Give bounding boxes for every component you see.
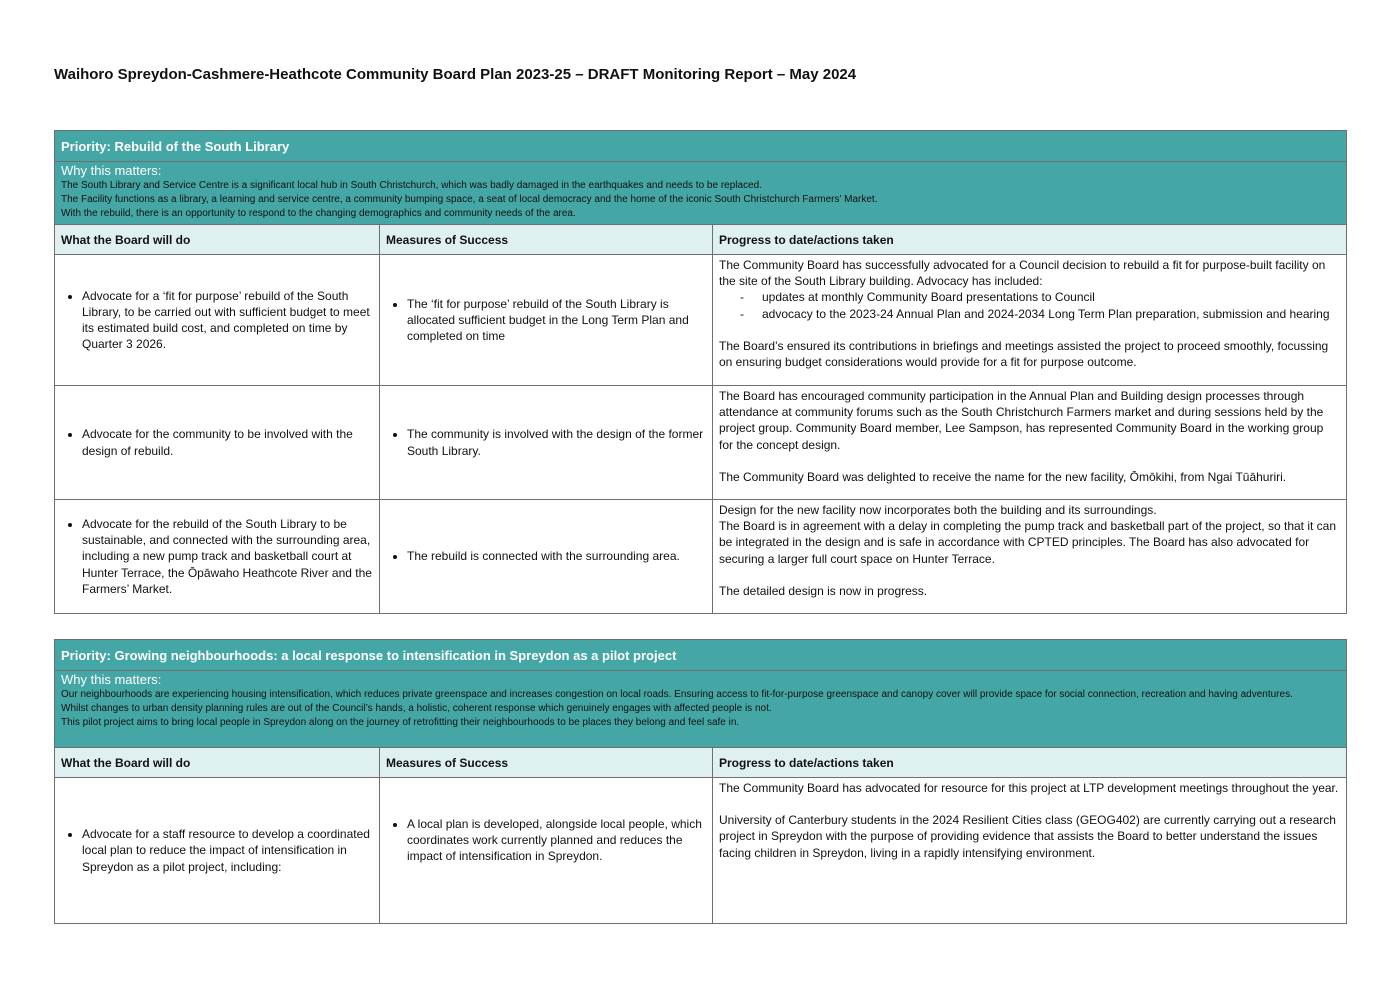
priority-title: Priority: Growing neighbourhoods: a local response to intensification in Spreydon as a pilot project bbox=[55, 640, 1347, 671]
measure-item: • The ‘fit for purpose’ rebuild of the South Library is allocated sufficient budget in the Long Term Plan and completed on time bbox=[407, 296, 706, 345]
progress-list-item: - updates at monthly Community Board presentations to Council bbox=[740, 289, 1340, 305]
why-line: This pilot project aims to bring local people in Spreydon along on the journey of retrofitting their neighbourhoods to be places they belong and feel safe in. bbox=[61, 717, 740, 728]
column-header-what: What the Board will do bbox=[55, 748, 380, 778]
progress-text: The Board is in agreement with a delay in completing the pump track and basketball part of the project, so that it can be integrated in the design and is safe in accordance with CPTED principles. The Board has also advocated for securing a larger full court space on Hunter Terrace. bbox=[719, 519, 1337, 566]
table-row bbox=[55, 500, 1347, 614]
why-label: Why this matters: bbox=[61, 672, 162, 687]
why-label: Why this matters: bbox=[61, 163, 162, 178]
what-item: • Advocate for the rebuild of the South Library to be sustainable, and connected with the surrounding area, including a new pump track and basketball court at Hunter Terrace, the Ōpāwaho Heathcote River and the Farmers’ Market. bbox=[82, 516, 373, 597]
document-title: Waihoro Spreydon-Cashmere-Heathcote Community Board Plan 2023-25 – DRAFT Monitoring Report – May 2024 bbox=[54, 66, 857, 83]
table-row bbox=[55, 778, 1347, 924]
priority-table-south-library bbox=[54, 130, 1347, 614]
what-item: • Advocate for a staff resource to develop a coordinated local plan to reduce the impact of intensification in Spreydon as a pilot project, including: bbox=[82, 826, 373, 875]
why-line: With the rebuild, there is an opportunity to respond to the changing demographics and community needs of the area. bbox=[61, 208, 576, 219]
priority-header-row bbox=[55, 640, 1347, 671]
why-line: Whilst changes to urban density planning rules are out of the Council’s hands, a holistic, coherent response which genuinely engages with affected people is not. bbox=[61, 703, 772, 714]
column-header-progress: Progress to date/actions taken bbox=[713, 225, 1347, 255]
why-this-matters-row bbox=[55, 671, 1347, 748]
column-header-measures: Measures of Success bbox=[380, 225, 713, 255]
progress-text: Design for the new facility now incorporates both the building and its surroundings. bbox=[719, 503, 1157, 517]
progress-text: The detailed design is now in progress. bbox=[719, 583, 928, 598]
table-row bbox=[55, 386, 1347, 500]
priority-title: Priority: Rebuild of the South Library bbox=[55, 131, 1347, 162]
measure-item: • The community is involved with the design of the former South Library. bbox=[407, 426, 706, 458]
progress-text: The Board’s ensured its contributions in briefings and meetings assisted the project to proceed smoothly, focussing on ensuring budget considerations would provide for a fit for purpose outcome. bbox=[719, 338, 1329, 370]
progress-text: The Community Board has successfully advocated for a Council decision to rebuild a fit for purpose-built facility on the site of the South Library building. Advocacy has included: bbox=[719, 258, 1326, 289]
column-header-what: What the Board will do bbox=[55, 225, 380, 255]
why-line: The South Library and Service Centre is a significant local hub in South Christchurch, which was badly damaged in the earthquakes and needs to be replaced. bbox=[61, 180, 762, 191]
why-this-matters-row bbox=[55, 162, 1347, 225]
measure-item: • A local plan is developed, alongside local people, which coordinates work currently planned and reduces the impact of intensification in Spreydon. bbox=[407, 816, 706, 865]
progress-text: The Board has encouraged community participation in the Annual Plan and Building design processes through attendance at community forums such as the South Christchurch Farmers market and during sessions held by the project group. Community Board member, Lee Sampson, has represented Community Board in the working group for the concept design. bbox=[719, 389, 1324, 452]
progress-text: The Community Board has advocated for resource for this project at LTP development meetings throughout the year. bbox=[719, 781, 1339, 795]
what-item: • Advocate for the community to be involved with the design of rebuild. bbox=[82, 426, 373, 458]
why-line: Our neighbourhoods are experiencing housing intensification, which reduces private greenspace and increases congestion on local roads. Ensuring access to fit-for-purpose greenspace and canopy cover will provide space for social connection, recreation and having adventures. bbox=[61, 689, 1293, 700]
measure-item: • The rebuild is connected with the surrounding area. bbox=[407, 548, 706, 564]
column-header-measures: Measures of Success bbox=[380, 748, 713, 778]
progress-text: University of Canterbury students in the 2024 Resilient Cities class (GEOG402) are currently carrying out a research project in Spreydon with the purpose of providing evidence that assists the Board to better understand the issues facing children in Spreydon, living in a rapidly intensifying environment. bbox=[719, 813, 1336, 860]
column-header-progress: Progress to date/actions taken bbox=[713, 748, 1347, 778]
what-item: • Advocate for a ‘fit for purpose’ rebuild of the South Library, to be carried out with sufficient budget to meet its estimated build cost, and completed on time by Quarter 3 2026. bbox=[82, 288, 373, 353]
column-header-row bbox=[55, 225, 1347, 255]
why-line: The Facility functions as a library, a learning and service centre, a community bumping space, a seat of local democracy and the home of the iconic South Christchurch Farmers’ Market. bbox=[61, 194, 878, 205]
progress-list-item: - advocacy to the 2023-24 Annual Plan and 2024-2034 Long Term Plan preparation, submission and hearing bbox=[740, 306, 1340, 322]
table-row bbox=[55, 255, 1347, 386]
column-header-row bbox=[55, 748, 1347, 778]
priority-table-growing-neighbourhoods bbox=[54, 639, 1347, 924]
progress-text: The Community Board was delighted to receive the name for the new facility, Ōmōkihi, from Ngai Tūāhuriri. bbox=[719, 469, 1287, 484]
priority-header-row bbox=[55, 131, 1347, 162]
